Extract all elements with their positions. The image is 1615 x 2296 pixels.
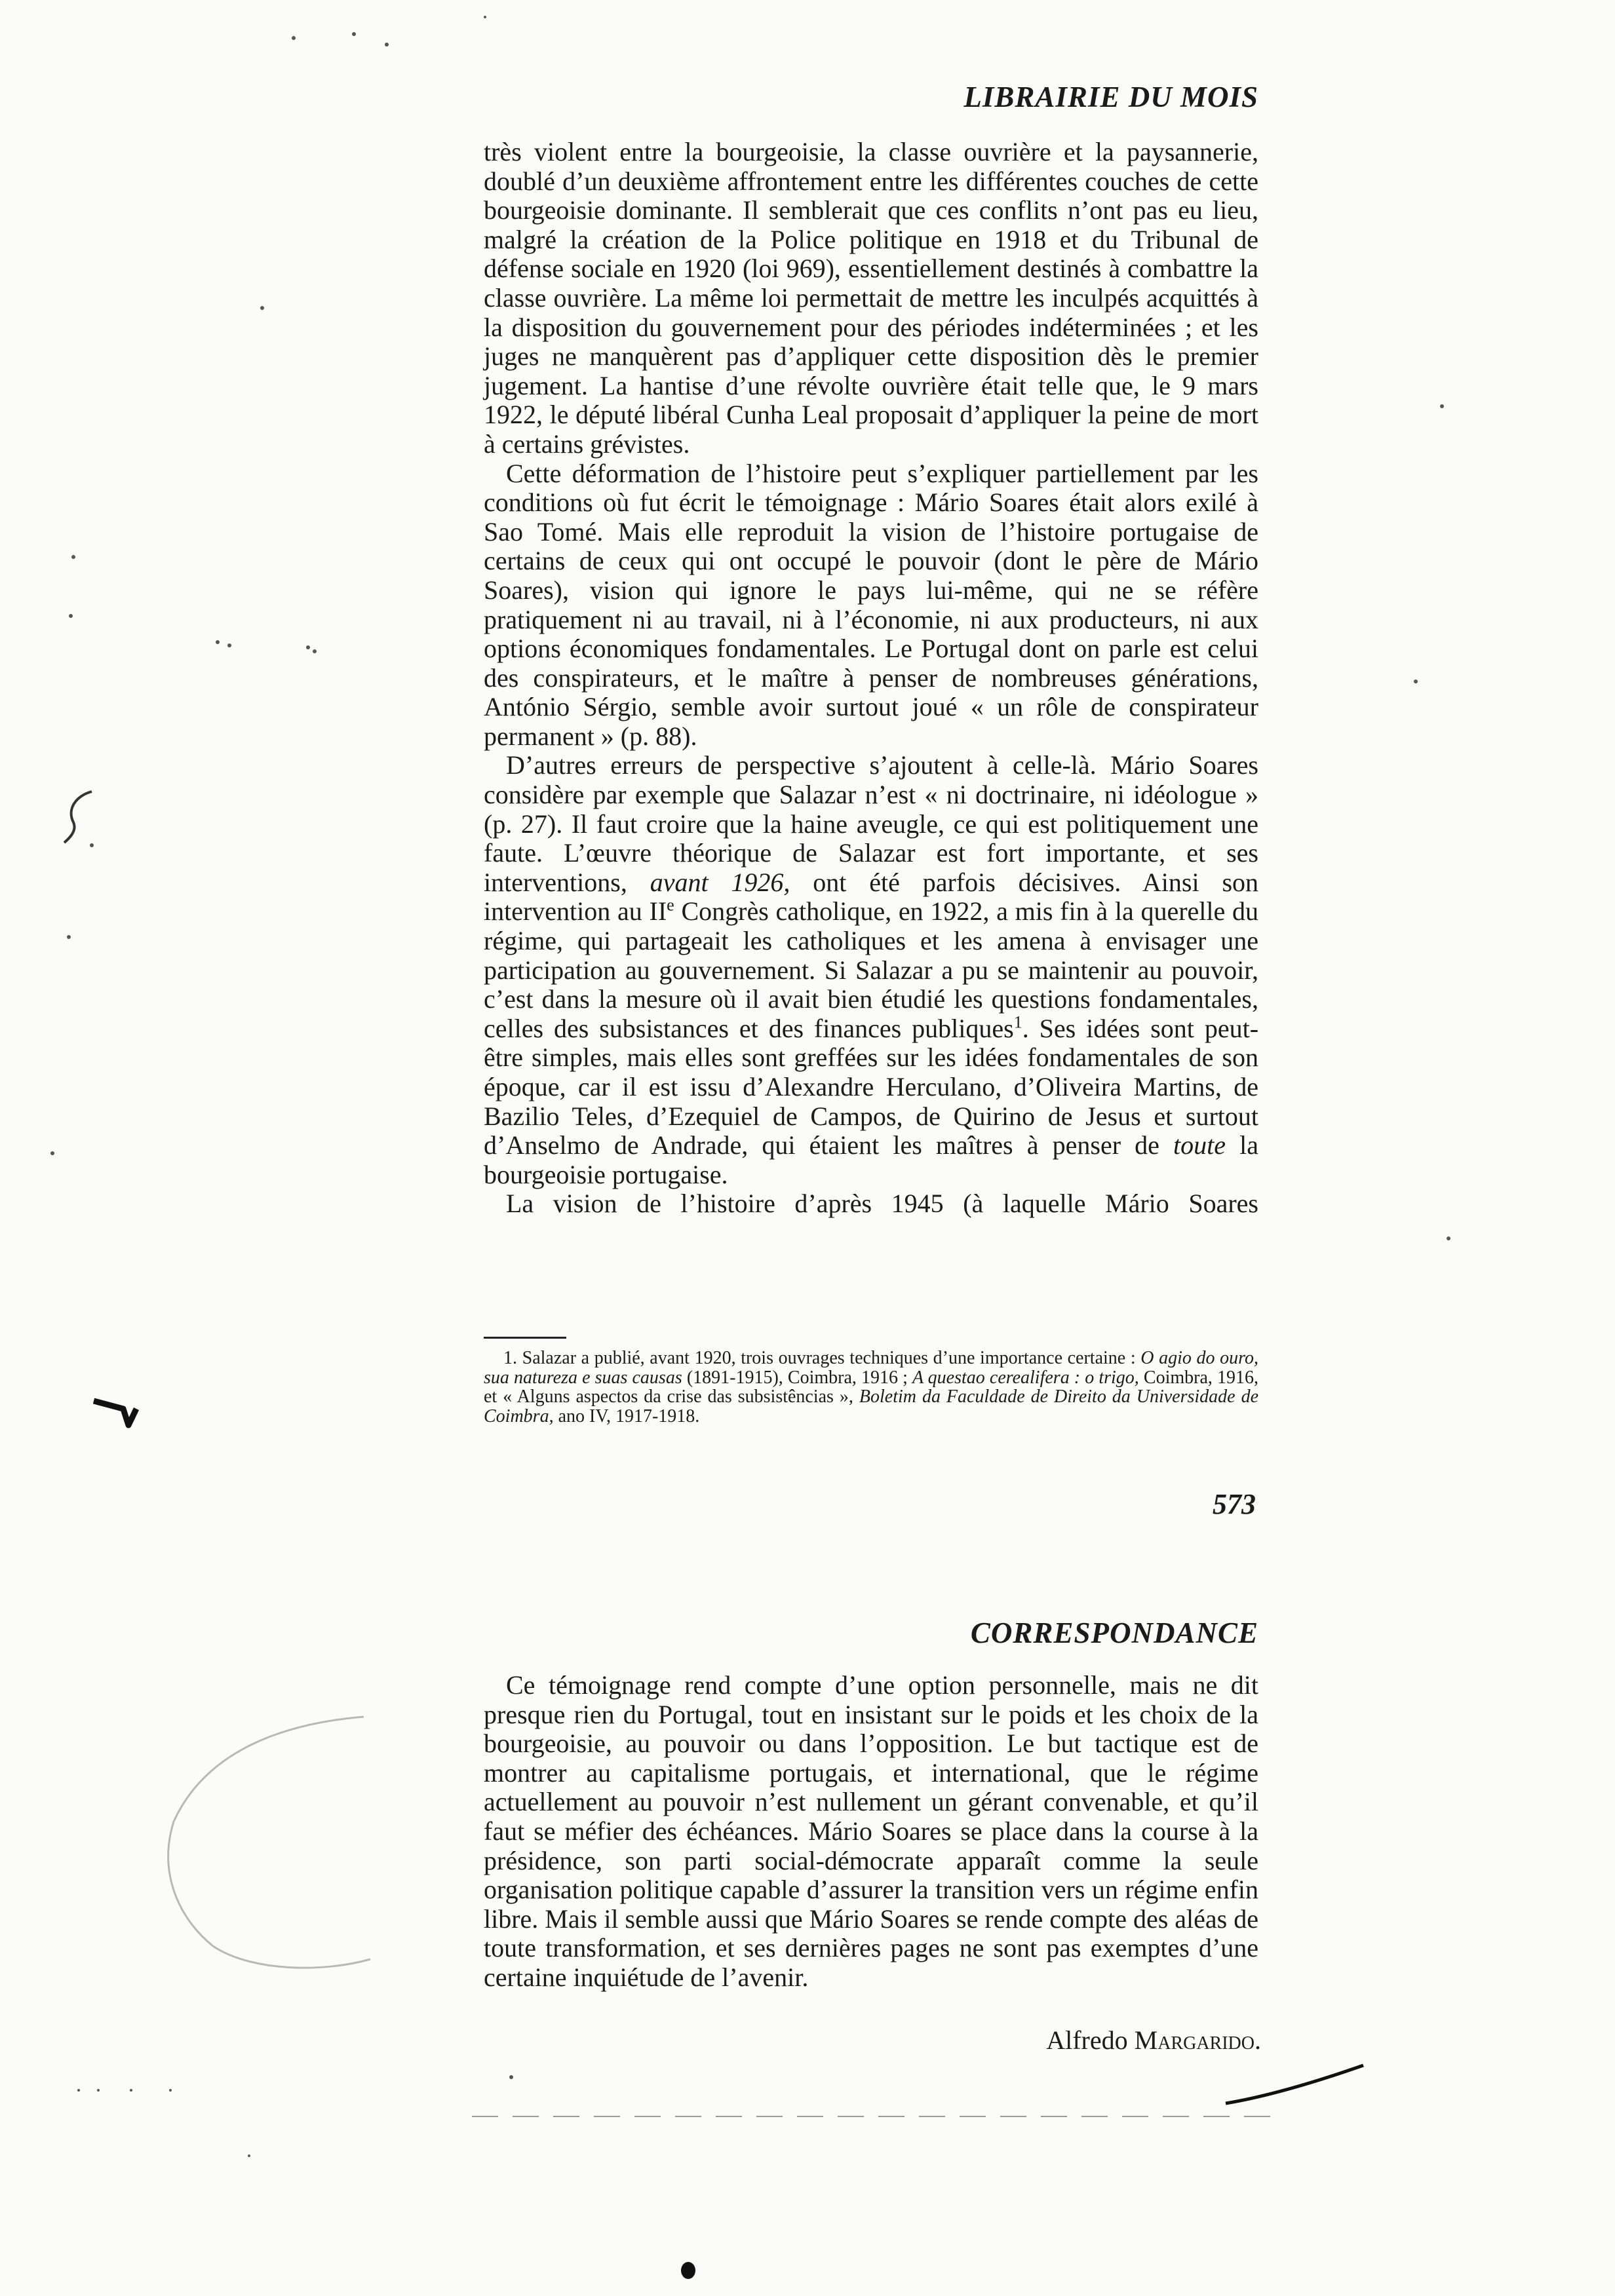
text-run: la bourgeoisie portugaise. <box>484 1130 1258 1189</box>
running-head-bottom: CORRESPONDANCE <box>970 1617 1258 1649</box>
author-last-name: Margarido. <box>1134 2025 1261 2055</box>
paragraph: Cette déformation de l’histoire peut s’expliquer partiellement par les conditions où fut écrit le témoignage : Mário Soares était alors exilé à Sao Tomé. Mais elle reproduit la vision de l’histoire portugaise de certains de ceux qui ont occupé le pouvoir (dont le père de Mário Soares), vision qui ignore le pays lui-même, qui ne se réfère pratiquement ni au travail, ni à l’économie, ni aux producteurs, ni aux options économiques fondamentales. Le Portugal dont on parle est celui des conspirateurs, et le maître à penser de nombreuses générations, António Sérgio, semble avoir surtout joué « un rôle de conspirateur permanent » (p. 88). <box>484 458 1258 751</box>
text-run: ont été parfois décisives. Ainsi son intervention au II <box>484 867 1259 927</box>
paragraph: très violent entre la bourgeoisie, la classe ouvrière et la paysannerie, doublé d’un deuxième affrontement entre les différentes couches de cette bourgeoisie dominante. Il semblerait que ces conflits n’ont pas eu lieu, malgré la création de la Police politique en 1918 et du Tribunal de défense sociale en 1920 (loi 969), essentiellement destinés à combattre la classe ouvrière. La même loi permettait de mettre les inculpés acquittés à la disposition du gouvernement pour des périodes indéterminées ; et les juges ne manquèrent pas d’appliquer cette disposition dès le premier jugement. La hantise d’une révolte ouvrière était telle que, le 9 mars 1922, le député libéral Cunha Leal proposait d’appliquer la peine de mort à certains grévistes. <box>484 137 1258 459</box>
superscript: e <box>667 896 674 915</box>
italic-run: O agio do ouro, sua natureza e suas causas <box>484 1348 1259 1388</box>
text-run: 1. Salazar a publié, avant 1920, trois ouvrages techniques d’une importance certaine : <box>503 1348 1136 1368</box>
footnote-ref[interactable]: 1 <box>1013 1012 1022 1032</box>
italic-run: toute <box>1173 1130 1226 1160</box>
italic-run: Boletim da Faculdade de Direito da Universidade de Coimbra, <box>484 1387 1258 1426</box>
page-number: 573 <box>1213 1488 1256 1520</box>
italic-run: avant 1926, <box>650 867 790 897</box>
paragraph: Ce témoignage rend compte d’une option personnelle, mais ne dit presque rien du Portugal, tout en insistant sur le poids et les choix de la bourgeoisie, au pouvoir ou dans l’opposition. Le but tactique est de montrer au capitalisme portugais, et international, que le régime actuellement au pouvoir n’est nullement un gérant convenable, et qu’il faut se méfier des échéances. Mário Soares se place dans la course à la présidence, son parti social-démocrate apparaît comme la seule organisation politique capable d’assurer la transition vers un régime enfin libre. Mais il semble aussi que Mário Soares se rende compte des aléas de toute transformation, et ses dernières pages ne sont pas exemptes d’une certaine inquiétude de l’avenir. <box>484 1670 1258 1992</box>
italic-run: A questao cerealifera : o trigo, <box>912 1367 1139 1388</box>
paragraph: La vision de l’histoire d’après 1945 (à laquelle Mário Soares <box>506 1189 1258 1219</box>
running-head-top: LIBRAIRIE DU MOIS <box>963 81 1258 113</box>
text-run: Coimbra, 1916, et « Alguns aspectos da crise das subsistências », <box>484 1367 1258 1407</box>
text-run: . Ses idées sont peut-être simples, mais elles sont greffées sur les idées fondamentales de son époque, car il est issu d’Alexandre Herculano, d’Oliveira Martins, de Bazilio Teles, d’Ezequiel de Campos, de Quirino de Jesus et surtout d’Anselmo de Andrade, qui étaient les maîtres à penser de <box>484 1013 1259 1160</box>
text-run: Congrès catholique, en 1922, a mis fin à la querelle du régime, qui partageait les catholiques et les amena à envisager une participation au gouvernement. Si Salazar a pu se maintenir au pouvoir, c’est dans la mesure où il avait bien étudié les questions fondamentales, celles des subsistances et des finances publiques <box>484 896 1258 1043</box>
text-run: ano IV, 1917-1918. <box>558 1406 700 1426</box>
text-run: D’autres erreurs de perspective s’ajoutent à celle-là. Mário Soares considère par exemple que Salazar n’est « ni doctrinaire, ni idéologue » (p. 27). Il faut croire que la haine aveugle, ce qui est politiquement une faute. L’œuvre théorique de Salazar est fort importante, et ses interventions, <box>484 750 1258 897</box>
author-first-name: Alfredo <box>1046 2025 1128 2055</box>
text-run: (1891-1915), Coimbra, 1916 ; <box>686 1367 908 1388</box>
